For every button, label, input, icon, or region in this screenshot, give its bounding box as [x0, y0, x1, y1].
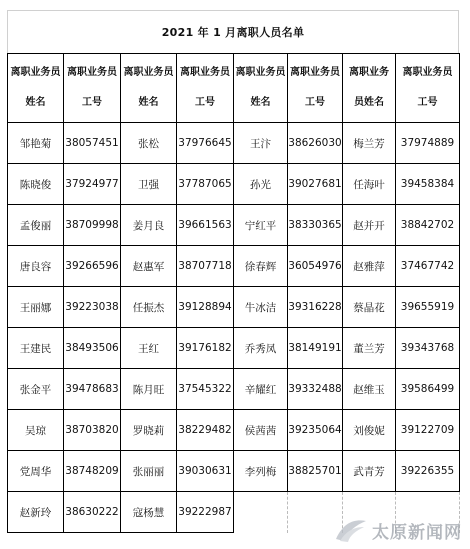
column-header-line: 离职业务员 — [10, 67, 61, 78]
name-cell: 牛冰洁 — [234, 287, 288, 328]
employee-id-cell: 39458384 — [396, 164, 460, 205]
employee-id-cell: 37974889 — [396, 123, 460, 164]
employee-id-cell: 38703820 — [64, 410, 121, 451]
column-header-line: 离职业务员 — [402, 67, 453, 78]
empty-cell — [234, 492, 288, 533]
watermark — [334, 517, 462, 543]
name-cell: 王建民 — [8, 328, 64, 369]
employee-id-cell: 38626030 — [288, 123, 343, 164]
employee-id-cell: 38630222 — [64, 492, 121, 533]
employee-id-cell: 38149191 — [288, 328, 343, 369]
employee-id-cell: 39122709 — [396, 410, 460, 451]
employee-id-cell: 38057451 — [64, 123, 121, 164]
name-cell: 赵维玉 — [343, 369, 396, 410]
column-header-line: 员姓名 — [354, 97, 384, 108]
employee-id-cell: 39478683 — [64, 369, 121, 410]
employee-id-cell: 37924977 — [64, 164, 121, 205]
employee-id-cell: 39222987 — [177, 492, 234, 533]
column-header — [396, 54, 460, 123]
employee-id-cell: 39223038 — [64, 287, 121, 328]
employee-id-cell: 39128894 — [177, 287, 234, 328]
employee-id-cell: 39226355 — [396, 451, 460, 492]
employee-id-cell: 38825701 — [288, 451, 343, 492]
roster-body — [8, 123, 460, 533]
table-row — [8, 451, 460, 492]
name-cell: 赵新玲 — [8, 492, 64, 533]
name-cell: 任海叶 — [343, 164, 396, 205]
logo-icon — [334, 517, 368, 543]
name-cell: 辛耀红 — [234, 369, 288, 410]
name-cell: 徐春辉 — [234, 246, 288, 287]
name-cell: 孟俊丽 — [8, 205, 64, 246]
employee-id-cell: 37545322 — [177, 369, 234, 410]
employee-id-cell: 39030631 — [177, 451, 234, 492]
table-row — [8, 369, 460, 410]
column-header — [343, 54, 396, 123]
employee-id-cell: 38229482 — [177, 410, 234, 451]
column-header-line: 工号 — [195, 97, 215, 108]
name-cell: 寇杨慧 — [121, 492, 177, 533]
employee-id-cell: 39655919 — [396, 287, 460, 328]
employee-id-cell: 38748209 — [64, 451, 121, 492]
column-header-line: 工号 — [305, 97, 325, 108]
employee-id-cell: 38330365 — [288, 205, 343, 246]
column-header-line: 工号 — [417, 97, 438, 108]
name-cell: 侯茜茜 — [234, 410, 288, 451]
employee-id-cell: 37787065 — [177, 164, 234, 205]
table-row — [8, 287, 460, 328]
name-cell: 赵并开 — [343, 205, 396, 246]
name-cell: 党周华 — [8, 451, 64, 492]
column-header-line: 姓名 — [250, 97, 271, 108]
column-header-line: 离职业务员 — [235, 67, 286, 78]
employee-id-cell: 36054976 — [288, 246, 343, 287]
employee-id-cell: 37976645 — [177, 123, 234, 164]
roster-sheet — [7, 10, 459, 533]
name-cell: 刘俊妮 — [343, 410, 396, 451]
name-cell: 张松 — [121, 123, 177, 164]
column-header — [234, 54, 288, 123]
employee-id-cell: 38842702 — [396, 205, 460, 246]
name-cell: 陈晓俊 — [8, 164, 64, 205]
name-cell: 赵雅萍 — [343, 246, 396, 287]
name-cell: 蔡晶花 — [343, 287, 396, 328]
employee-id-cell: 39586499 — [396, 369, 460, 410]
column-header-line: 离职业务员 — [67, 67, 117, 78]
name-cell: 卫强 — [121, 164, 177, 205]
name-cell: 赵惠军 — [121, 246, 177, 287]
employee-id-cell: 39176182 — [177, 328, 234, 369]
employee-id-cell: 37467742 — [396, 246, 460, 287]
employee-id-cell: 39316228 — [288, 287, 343, 328]
employee-id-cell: 39661563 — [177, 205, 234, 246]
table-row — [8, 164, 460, 205]
page-title: 2021 年 1 月离职人员名单 — [7, 10, 459, 53]
employee-id-cell: 39266596 — [64, 246, 121, 287]
column-header — [177, 54, 234, 123]
name-cell: 罗晓莉 — [121, 410, 177, 451]
employee-id-cell: 39332488 — [288, 369, 343, 410]
employee-id-cell: 38493506 — [64, 328, 121, 369]
roster-table — [7, 53, 460, 533]
name-cell: 张金平 — [8, 369, 64, 410]
name-cell: 宁红平 — [234, 205, 288, 246]
column-header-line: 离职业务 — [349, 67, 389, 78]
name-cell: 李列梅 — [234, 451, 288, 492]
name-cell: 张丽丽 — [121, 451, 177, 492]
column-header-line: 离职业务员 — [290, 67, 340, 78]
name-cell: 王汴 — [234, 123, 288, 164]
column-header — [288, 54, 343, 123]
name-cell: 陈月旺 — [121, 369, 177, 410]
name-cell: 任振杰 — [121, 287, 177, 328]
name-cell: 王红 — [121, 328, 177, 369]
employee-id-cell: 39343768 — [396, 328, 460, 369]
column-header — [8, 54, 64, 123]
name-cell: 梅兰芳 — [343, 123, 396, 164]
employee-id-cell: 38709998 — [64, 205, 121, 246]
column-header-line: 姓名 — [25, 97, 46, 108]
name-cell: 武青芳 — [343, 451, 396, 492]
column-header-line: 姓名 — [138, 97, 159, 108]
column-header — [64, 54, 121, 123]
employee-id-cell: 38707718 — [177, 246, 234, 287]
name-cell: 吴琼 — [8, 410, 64, 451]
column-header-line: 离职业务员 — [123, 67, 174, 78]
name-cell: 董兰芳 — [343, 328, 396, 369]
table-row — [8, 246, 460, 287]
name-cell: 邹艳菊 — [8, 123, 64, 164]
name-cell: 王丽娜 — [8, 287, 64, 328]
name-cell: 唐良容 — [8, 246, 64, 287]
header-row — [8, 54, 460, 123]
column-header — [121, 54, 177, 123]
table-row — [8, 328, 460, 369]
watermark-text: 太原新闻网 — [372, 522, 462, 543]
column-header-line: 离职业务员 — [180, 67, 230, 78]
column-header-line: 工号 — [82, 97, 102, 108]
name-cell: 孙光 — [234, 164, 288, 205]
name-cell: 姜月良 — [121, 205, 177, 246]
employee-id-cell: 39235064 — [288, 410, 343, 451]
table-row — [8, 410, 460, 451]
table-row — [8, 123, 460, 164]
employee-id-cell: 39027681 — [288, 164, 343, 205]
name-cell: 乔秀凤 — [234, 328, 288, 369]
table-row — [8, 205, 460, 246]
